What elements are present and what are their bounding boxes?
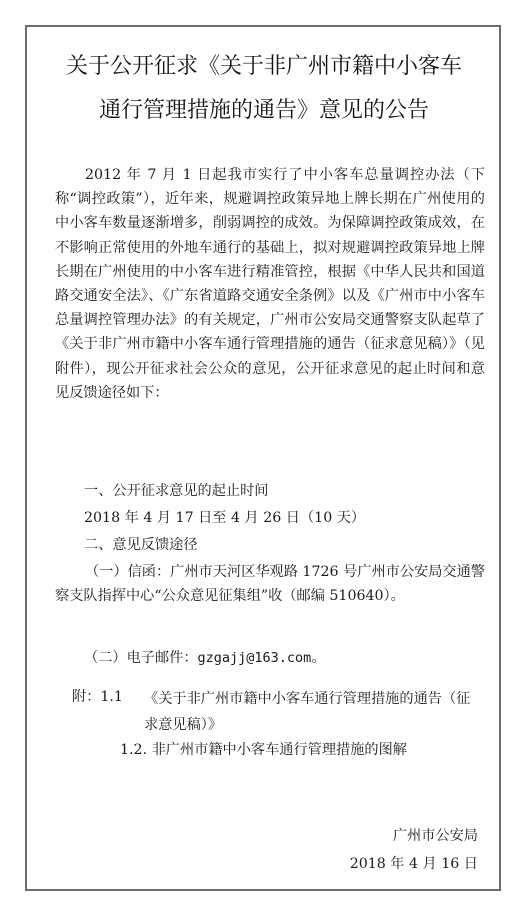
notice-title-line2: 通行管理措施的通告》意见的公告 — [98, 98, 429, 123]
attachment-label: 附：1.1 — [72, 689, 123, 705]
feedback-email-row — [84, 647, 326, 667]
email-suffix: 。 — [311, 650, 326, 666]
notice-title-line1: 关于公开征求《关于非广州市籍中小客车 — [65, 54, 462, 79]
notice-body-paragraph: 2012 年 7 月 1 日起我市实行了中小客车总量调控办法（下称“调控政策”），近年来，规避调控政策异地上牌长期在广州使用的中小客车数量逐渐增多，削弱调控的成效。为保障调控政策成效，在不影响正常使用的外地车通行的基础上，拟对规避调控政策异地上牌长期在广州使用的中小客车进行精准管控，根据《中华人民共和国道路交通安全法》、《广东省道路交通安全条例》以及《广州市中小客车总量调控管理办法》的有关规定，广州市公安局交通警察支队起草了《关于非广州市籍中小客车通行管理措施的通告（征求意见稿）》（见附件），现公开征求社会公众的意见，公开征求意见的起止时间和意见反馈途径如下： — [55, 167, 485, 401]
section1-heading: 一、公开征求意见的起止时间 — [84, 483, 269, 499]
notice-border — [25, 25, 501, 891]
section1-dates: 2018 年 4 月 17 日至 4 月 26 日（10 天） — [84, 510, 366, 526]
section2-heading: 二、意见反馈途径 — [84, 537, 198, 553]
email-prefix: （二）电子邮件： — [84, 650, 198, 666]
attachment-item-2: 1.2. 非广州市籍中小客车通行管理措施的图解 — [120, 742, 407, 758]
signature-date: 2018 年 4 月 16 日 — [349, 856, 478, 872]
email-address: gzgajj@163.com — [197, 650, 312, 666]
attachment-item-1: 《关于非广州市籍中小客车通行管理措施的通告（征求意见稿）》 — [144, 691, 471, 733]
signature-organization: 广州市公安局 — [392, 828, 478, 844]
feedback-letter: （一）信函：广州市天河区华观路 1726 号广州市公安局交通警察支队指挥中心“公众意见征集组”收（邮编 510640）。 — [55, 564, 485, 605]
